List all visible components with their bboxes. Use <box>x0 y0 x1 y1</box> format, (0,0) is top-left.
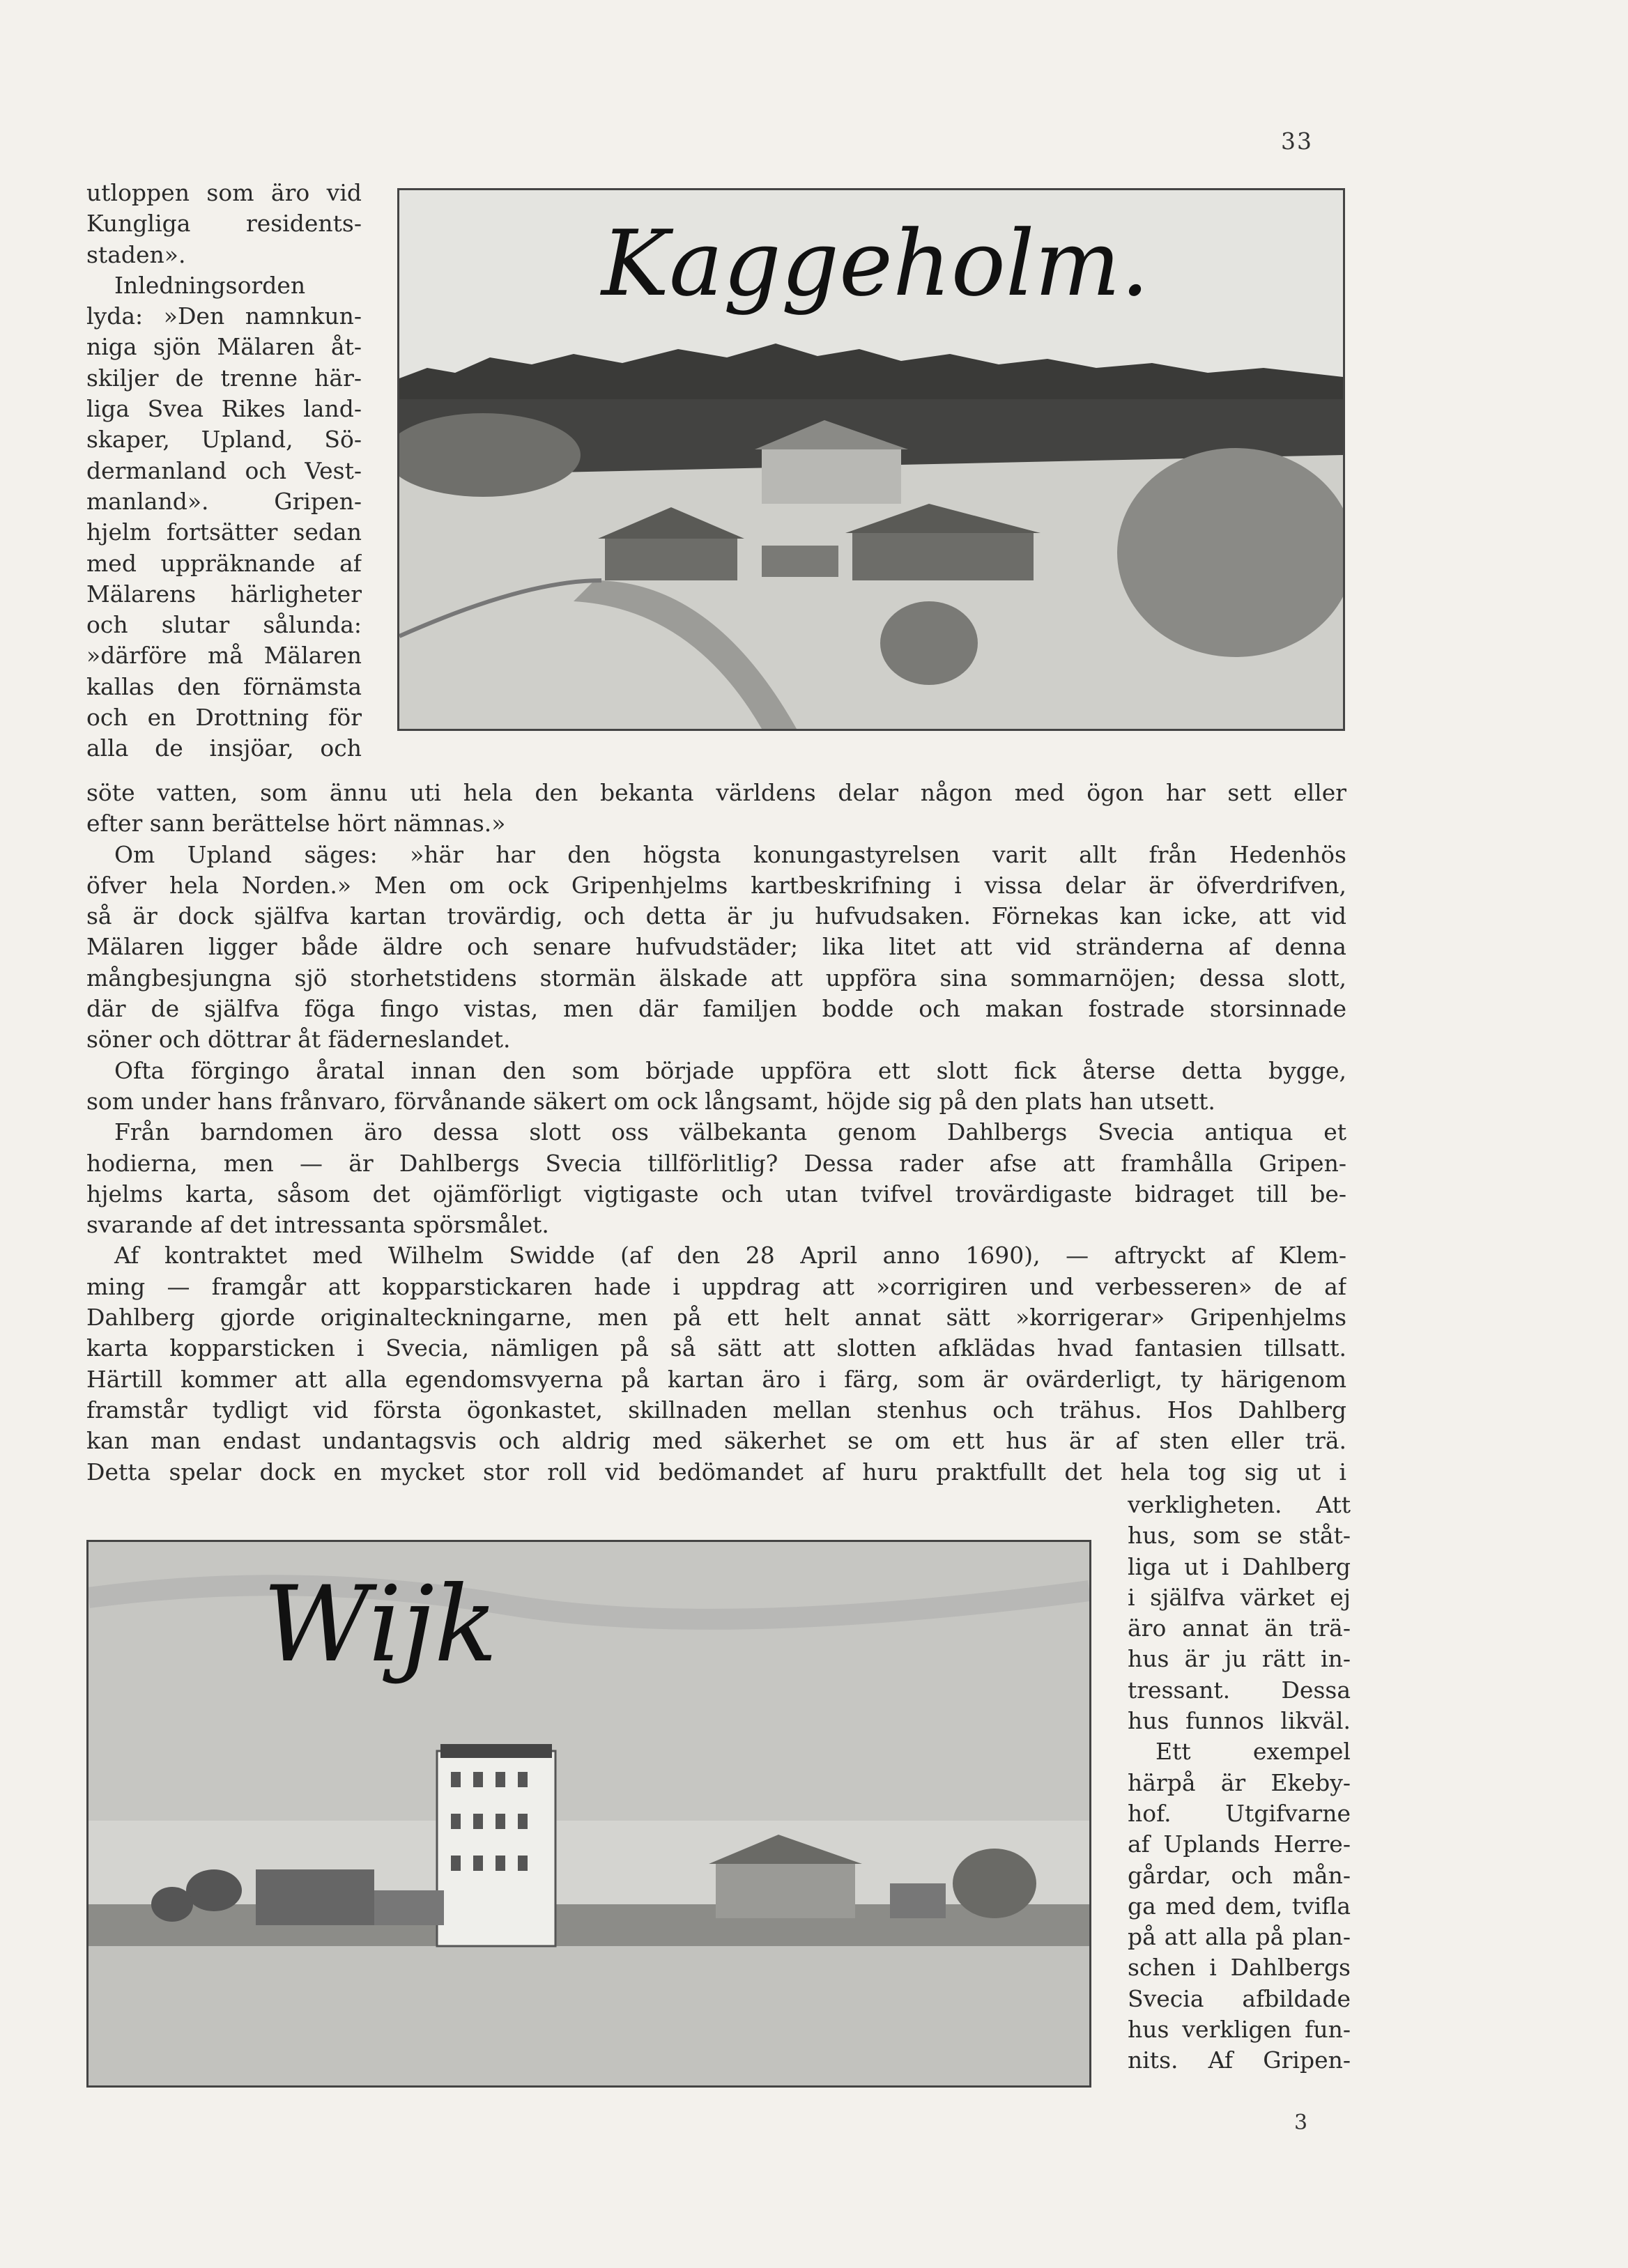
text-line: Om Upland säges: »här har den högsta konungastyrelsen varit allt från Hedenhös <box>114 840 1346 868</box>
text-line: kan man endast undantagsvis och aldrig med säkerhet se om ett hus är af sten eller trä. <box>86 1427 1346 1455</box>
text-line: framstår tydligt vid första ögonkastet, skillnaden mellan stenhus och trähus. Hos Dahlberg <box>86 1396 1346 1424</box>
text-line: hus funnos likväl. <box>1128 1707 1351 1735</box>
text-line: som under hans frånvaro, förvånande säkert om ock långsamt, höjde sig på den plats han utsett. <box>86 1087 1215 1115</box>
text-line: Inledningsorden <box>114 271 306 299</box>
text-line: Af kontraktet med Wilhelm Swidde (af den 28 April anno 1690), — aftryckt af Klem- <box>114 1242 1346 1270</box>
signature-mark: 3 <box>1294 2111 1308 2135</box>
text-column-bottom-right <box>1128 1490 1351 2076</box>
text-line: Kungliga residents- <box>86 210 362 238</box>
text-line: Mälarens härligheter <box>86 580 362 608</box>
text-line: i själfva värket ej <box>1128 1583 1351 1611</box>
text-line: manland». Gripen- <box>86 487 362 515</box>
text-line: efter sann berättelse hört nämnas.» <box>86 810 506 838</box>
text-line: skaper, Upland, Sö- <box>86 426 362 454</box>
text-line: hus, som se ståt- <box>1128 1522 1351 1550</box>
text-line: liga Svea Rikes land- <box>86 395 362 423</box>
text-line: hjelm fortsätter sedan <box>86 518 362 546</box>
text-line: så är dock själfva kartan trovärdig, och detta är ju hufvudsaken. Förnekas kan icke, att vid <box>86 902 1346 930</box>
text-line: på att alla på plan- <box>1128 1923 1351 1951</box>
kaggeholm-caption: Kaggeholm. <box>601 210 1150 316</box>
text-line: tressant. Dessa <box>1128 1676 1351 1704</box>
text-line: kallas den förnämsta <box>86 672 362 700</box>
wijk-illustration <box>86 1540 1091 2088</box>
text-line: lyda: »Den namnkun- <box>86 302 362 330</box>
text-line: hus verkligen fun- <box>1128 2016 1351 2044</box>
text-line: utloppen som äro vid <box>86 179 362 206</box>
text-line: af Uplands Herre- <box>1128 1830 1351 1858</box>
text-full-width <box>86 778 1346 1488</box>
text-line: alla de insjöar, och <box>86 734 362 762</box>
text-line: Från barndomen äro dessa slott oss välbekanta genom Dahlbergs Svecia antiqua et <box>114 1118 1346 1146</box>
text-line: söner och döttrar åt fäderneslandet. <box>86 1026 511 1054</box>
text-line: skiljer de trenne här- <box>86 364 362 392</box>
text-line: där de själfva föga fingo vistas, men där familjen bodde och makan fostrade storsinnade <box>86 995 1346 1023</box>
text-column-top-left <box>86 178 362 764</box>
text-line: hus är ju rätt in- <box>1128 1645 1351 1673</box>
text-line: mångbesjungna sjö storhetstidens stormän älskade att uppföra sina sommarnöjen; dessa slott, <box>86 964 1346 992</box>
text-line: ga med dem, tvifla <box>1128 1892 1351 1920</box>
text-line: karta kopparsticken i Svecia, nämligen på så sätt att slotten afklädas hvad fantasien tillsatt. <box>86 1334 1346 1362</box>
text-line: »därföre må Mälaren <box>86 642 362 670</box>
text-line: Mälaren ligger både äldre och senare hufvudstäder; lika litet att vid stränderna af denna <box>86 933 1346 961</box>
text-line: nits. Af Gripen- <box>1128 2046 1351 2074</box>
text-line: schen i Dahlbergs <box>1128 1954 1351 1982</box>
text-line: Ett exempel <box>1155 1738 1351 1766</box>
text-line: liga ut i Dahlberg <box>1128 1552 1351 1580</box>
text-line: och slutar sålunda: <box>86 611 362 639</box>
text-line: med uppräknande af <box>86 549 362 577</box>
text-line: hof. Utgifvarne <box>1128 1799 1351 1827</box>
text-line: äro annat än trä- <box>1128 1614 1351 1642</box>
text-line: niga sjön Mälaren åt- <box>86 333 362 361</box>
wijk-caption: Wijk <box>263 1564 498 1685</box>
text-line: hodierna, men — är Dahlbergs Svecia tillförlitlig? Dessa rader afse att framhålla Gripen- <box>86 1149 1346 1177</box>
page-number: 33 <box>1281 128 1313 155</box>
text-line: Härtill kommer att alla egendomsvyerna på kartan äro i färg, som är ovärderligt, ty härigenom <box>86 1365 1346 1393</box>
text-line: Dahlberg gjorde originalteckningarne, men på ett helt annat sätt »korrigerar» Gripenhjelms <box>86 1304 1346 1332</box>
text-line: härpå är Ekeby- <box>1128 1768 1351 1796</box>
text-line: hjelms karta, såsom det ojämförligt vigtigaste och utan tvifvel trovärdigaste bidraget till be- <box>86 1180 1346 1208</box>
text-line: Detta spelar dock en mycket stor roll vid bedömandet af huru praktfullt det hela tog sig ut i <box>86 1458 1346 1486</box>
text-line: och en Drottning för <box>86 704 362 732</box>
text-line: gårdar, och mån- <box>1128 1861 1351 1889</box>
kaggeholm-illustration <box>397 188 1345 731</box>
text-line: verkligheten. Att <box>1128 1491 1351 1518</box>
text-line: svarande af det intressanta spörsmålet. <box>86 1211 549 1239</box>
text-line: ming — framgår att kopparstickaren hade i uppdrag att »corrigiren und verbesseren» de af <box>86 1272 1346 1300</box>
text-line: Svecia afbildade <box>1128 1984 1351 2012</box>
text-line: öfver hela Norden.» Men om ock Gripenhjelms kartbeskrifning i vissa delar är öfverdrifven, <box>86 871 1346 899</box>
text-line: staden». <box>86 240 186 268</box>
text-line: dermanland och Vest- <box>86 456 362 484</box>
text-line: Ofta förgingo åratal innan den som började uppföra ett slott fick återse detta bygge, <box>114 1056 1346 1084</box>
text-line: söte vatten, som ännu uti hela den bekanta världens delar någon med ögon har sett eller <box>86 779 1346 806</box>
